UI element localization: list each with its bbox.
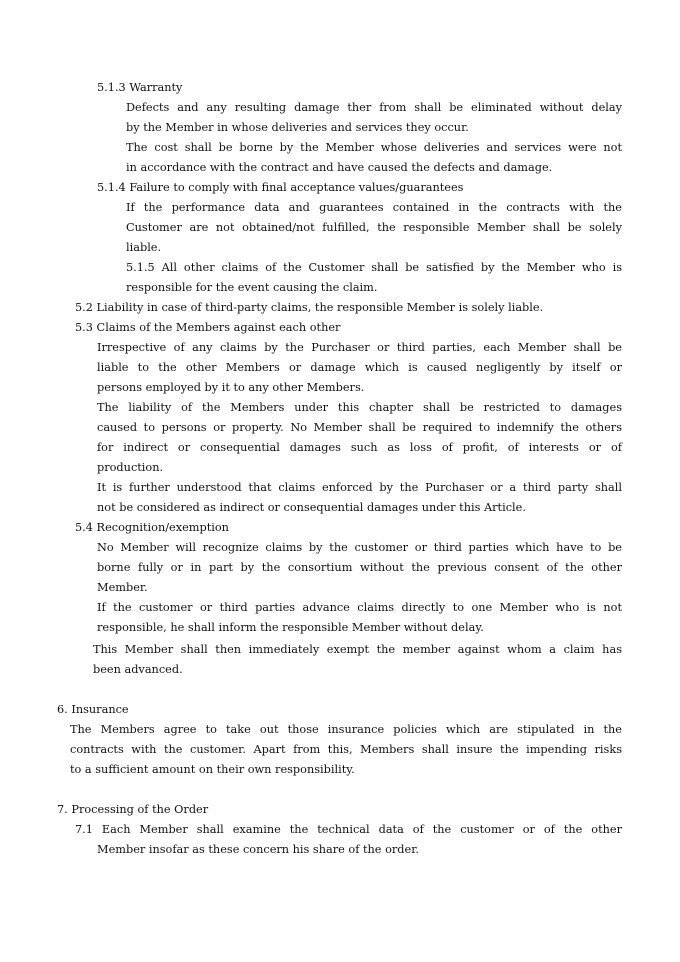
text-line: in accordance with the contract and have caused the defects and damage. [126,161,553,174]
text-line: caused to persons or property. No Member shall be required to indemnify the others [97,421,622,434]
text-line: production. [97,461,164,474]
text-line: been advanced. [93,663,183,676]
text-line: The Members agree to take out those insurance policies which are stipulated in the [70,723,622,736]
text-line: Member. [97,581,148,594]
text-line: Member insofar as these concern his share of the order. [97,843,419,856]
text-line: Defects and any resulting damage ther from shall be eliminated without delay [126,101,622,114]
text-line: If the performance data and guarantees contained in the contracts with the [126,201,622,214]
section-7-1-text: 7.1 Each Member shall examine the technical data of the customer or of the other [75,823,622,836]
text-line: borne fully or in part by the consortium without the previous consent of the other [97,561,622,574]
text-line: The liability of the Members under this chapter shall be restricted to damages [97,401,622,414]
text-line: Customer are not obtained/not fulfilled, the responsible Member shall be solely [126,221,622,234]
text-line: by the Member in whose deliveries and services they occur. [126,121,469,134]
text-line: contracts with the customer. Apart from this, Members shall insure the impending risks [70,743,622,756]
section-7-heading: 7. Processing of the Order [57,803,209,816]
text-line: responsible for the event causing the claim. [126,281,378,294]
text-line: liable to the other Members or damage which is caused negligently by itself or [97,361,622,374]
text-line: If the customer or third parties advance claims directly to one Member who is not [97,601,622,614]
section-5-1-5-text: 5.1.5 All other claims of the Customer shall be satisfied by the Member who is [126,261,622,274]
section-5-3-heading: 5.3 Claims of the Members against each other [75,321,341,334]
text-line: persons employed by it to any other Members. [97,381,365,394]
text-line: This Member shall then immediately exempt the member against whom a claim has [93,643,622,656]
text-line: to a sufficient amount on their own responsibility. [70,763,355,776]
text-line: not be considered as indirect or consequential damages under this Article. [97,501,526,514]
text-line: responsible, he shall inform the responsible Member without delay. [97,621,484,634]
text-line: The cost shall be borne by the Member whose deliveries and services were not [126,141,622,154]
text-line: No Member will recognize claims by the customer or third parties which have to be [97,541,622,554]
section-6-heading: 6. Insurance [57,703,129,716]
section-5-1-4-heading: 5.1.4 Failure to comply with final acceptance values/guarantees [97,181,464,194]
text-line: It is further understood that claims enforced by the Purchaser or a third party shall [97,481,622,494]
section-5-1-3-heading: 5.1.3 Warranty [97,81,183,94]
section-5-2-text: 5.2 Liability in case of third-party claims, the responsible Member is solely liable. [75,301,544,314]
text-line: for indirect or consequential damages such as loss of profit, of interests or of [97,441,622,454]
text-line: Irrespective of any claims by the Purchaser or third parties, each Member shall be [97,341,622,354]
text-line: liable. [126,241,162,254]
section-5-4-heading: 5.4 Recognition/exemption [75,521,229,534]
